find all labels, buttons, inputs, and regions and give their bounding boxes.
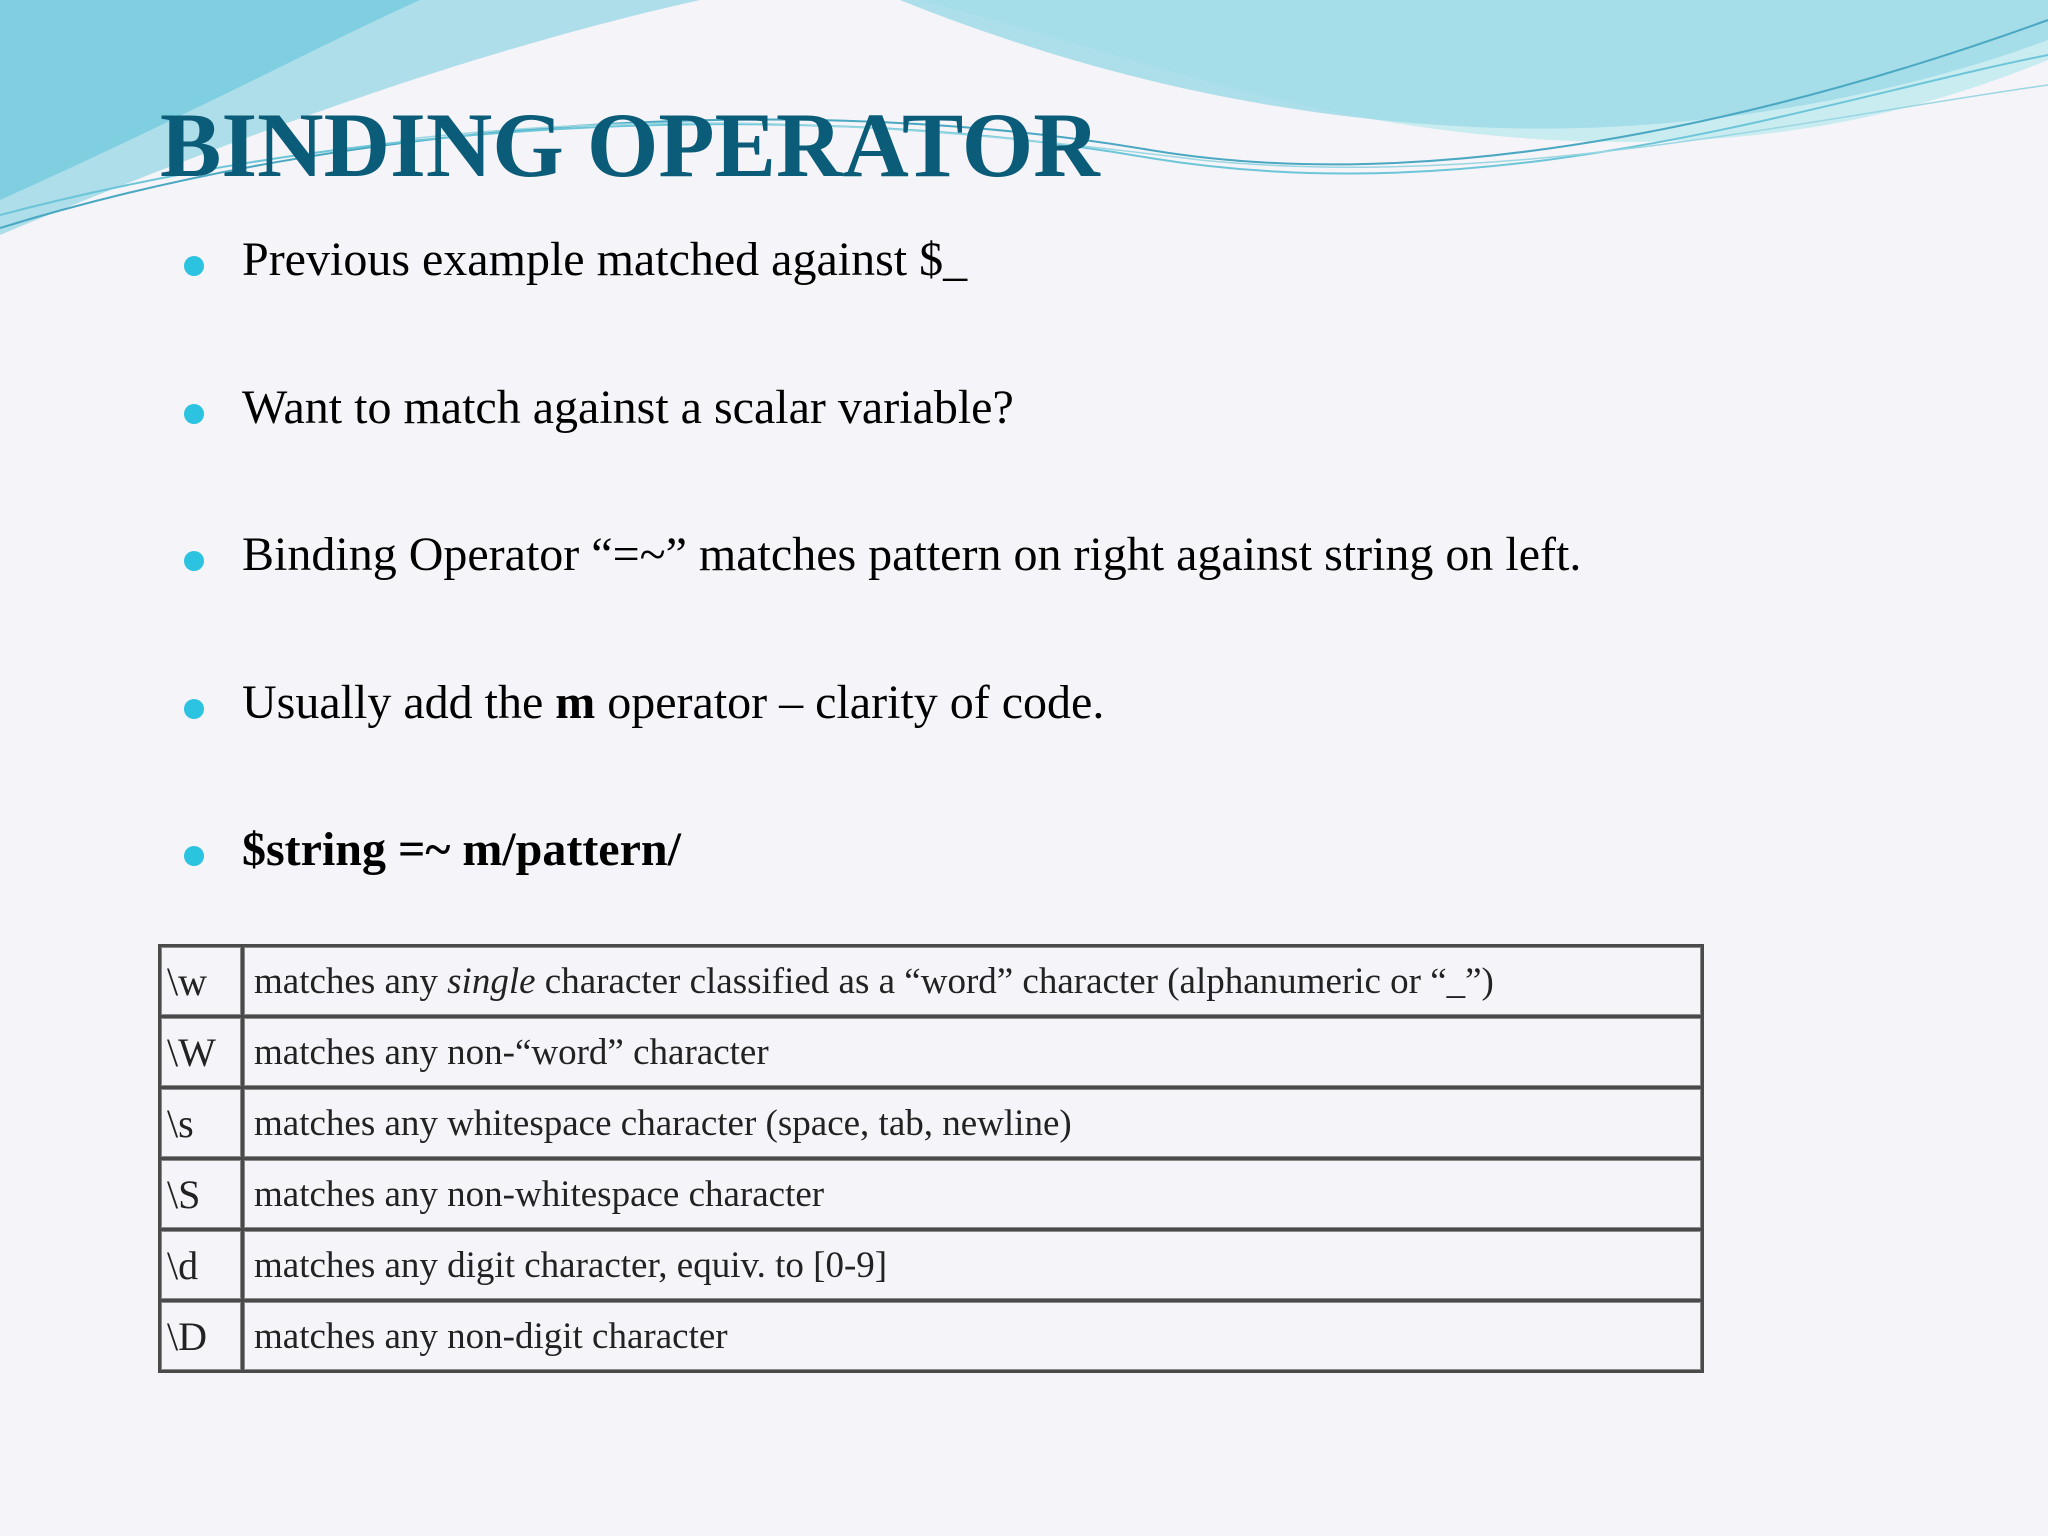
table-cell-description: matches any whitespace character (space, tab, newline) [243,1088,1703,1159]
table-cell-description: matches any non-“word” character [243,1017,1703,1088]
table-cell-description: matches any non-digit character [243,1301,1703,1372]
regex-class-table [158,944,1704,1373]
table-cell-code: \w [160,946,243,1017]
bullet-dot-icon [184,846,204,866]
bullet-item [184,233,2004,388]
table-row [160,1230,1703,1301]
bullet-text [242,822,681,877]
table-cell-code: \s [160,1088,243,1159]
table-row [160,1017,1703,1088]
bullet-text: Previous example matched against $_ [242,233,968,286]
table-cell-code: \d [160,1230,243,1301]
bullet-text-bold: $string =~ m/pattern/ [242,823,681,876]
bullet-list [184,233,2004,978]
slide-title: BINDING OPERATOR [160,94,1100,196]
bullet-text: Binding Operator “=~” matches pattern on right against string on left. [242,528,1582,581]
table-cell-code: \S [160,1159,243,1230]
bullet-text-post: operator – clarity of code. [595,675,1105,729]
table-row [160,1088,1703,1159]
bullet-text-bold: m [555,675,596,729]
bullet-text [242,675,1104,730]
bullet-dot-icon [184,699,204,719]
description-post: character classified as a “word” character (alphanumeric or “_”) [535,960,1494,1002]
table-row [160,946,1703,1017]
table-cell-description [243,946,1703,1017]
table-row [160,1301,1703,1372]
bullet-dot-icon [184,551,204,571]
description-italic: single [447,960,536,1002]
table-cell-code: \W [160,1017,243,1088]
bullet-dot-icon [184,404,204,424]
table-row [160,1159,1703,1230]
table-cell-code: \D [160,1301,243,1372]
bullet-item [184,675,2004,831]
bullet-item [184,380,2004,536]
table-cell-description: matches any non-whitespace character [243,1159,1703,1230]
bullet-dot-icon [184,256,204,276]
bullet-item [184,528,2004,683]
bullet-text: Want to match against a scalar variable? [242,380,1014,434]
table-cell-description: matches any digit character, equiv. to [0-9] [243,1230,1703,1301]
description-pre: matches any [254,960,448,1002]
bullet-text-pre: Usually add the [242,675,556,729]
